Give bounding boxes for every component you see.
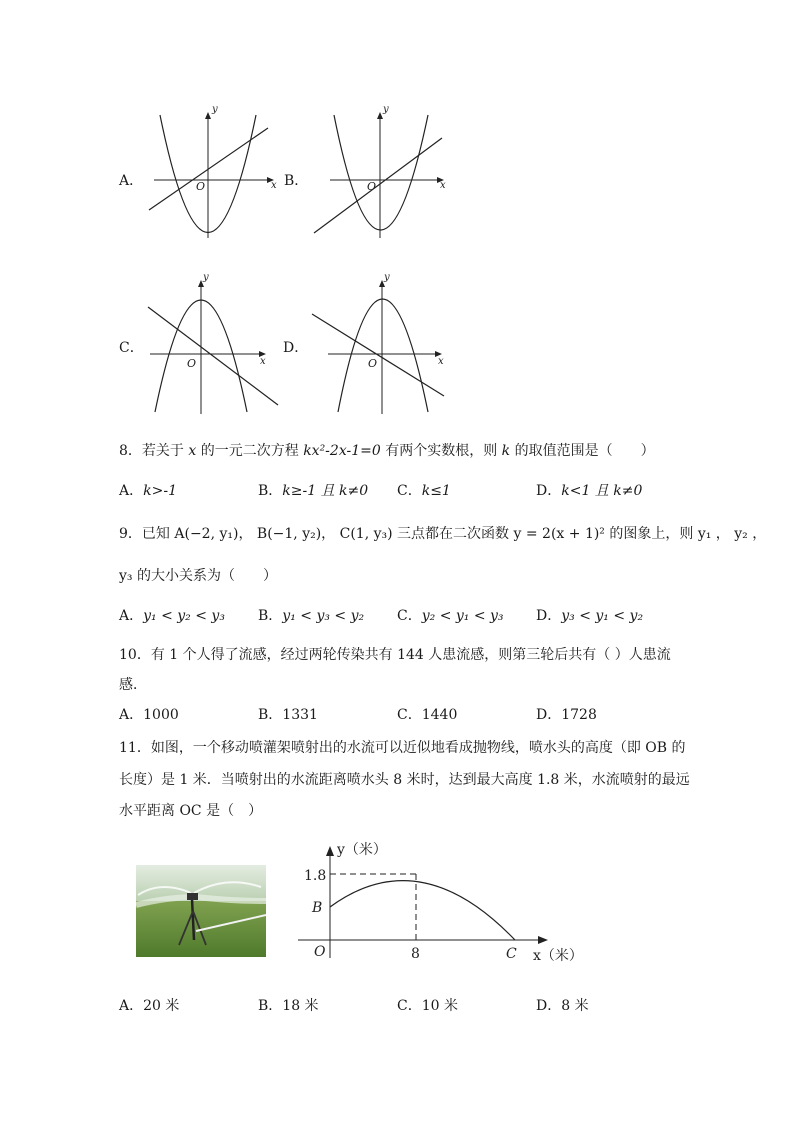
question-text-line1: 如图，一个移动喷灌架喷射出的水流可以近似地看成抛物线，喷水头的高度（即 OB 的	[150, 740, 686, 756]
q10-option-a[interactable]: A．1000	[119, 707, 179, 723]
option-a-label: A．	[119, 173, 144, 189]
question-number: 11．	[119, 740, 151, 756]
graph-c	[140, 272, 285, 417]
question-11-line3: 水平距离 OC 是（ ）	[119, 803, 263, 819]
x-axis-label: x	[440, 180, 446, 191]
y-axis-label: y	[383, 104, 389, 115]
question-11	[119, 738, 686, 758]
point-b-label: B	[312, 900, 323, 916]
y-axis-label: y	[384, 272, 390, 283]
q8-option-b[interactable]: B．k≥-1 且 k≠0	[258, 483, 369, 499]
y-axis-label: y	[212, 104, 218, 115]
origin-label: O	[187, 357, 197, 370]
water-parabola	[330, 881, 515, 940]
q9-option-b[interactable]: B．y₁ < y₃ < y₂	[258, 608, 365, 624]
q9-option-c[interactable]: C．y₂ < y₁ < y₃	[397, 608, 504, 624]
question-text: 有两个实数根，则	[385, 443, 498, 459]
q8-option-d[interactable]: D．k<1 且 k≠0	[536, 483, 643, 499]
q10-option-c[interactable]: C．1440	[397, 707, 458, 723]
q10-option-d[interactable]: D．1728	[536, 707, 597, 723]
q11-option-b[interactable]: B．18 米	[258, 998, 319, 1014]
question-number: 8．	[119, 443, 142, 459]
question-9-line2: y₃ 的大小关系为（ ）	[119, 568, 277, 584]
variable-x: x	[188, 443, 197, 459]
q9-option-d[interactable]: D．y₃ < y₁ < y₂	[536, 608, 644, 624]
q9-option-a[interactable]: A．y₁ < y₂ < y₃	[119, 608, 225, 624]
question-9	[119, 524, 766, 544]
y-axis-arrow	[205, 112, 211, 119]
q10-option-b[interactable]: B．1331	[258, 707, 318, 723]
parabola	[334, 115, 428, 230]
q11-option-d[interactable]: D．8 米	[536, 998, 589, 1014]
question-10-line2: 感．	[119, 677, 147, 693]
question-8	[119, 441, 655, 461]
question-10	[119, 645, 671, 665]
question-number: 10．	[119, 647, 151, 663]
question-text-line1: 已知 A(−2, y₁)， B(−1, y₂)， C(1, y₃) 三点都在二次函数 y = 2(x + 1)² 的图象上，则 y₁ ， y₂ ，	[141, 526, 767, 542]
variable-k: k	[501, 443, 511, 459]
question-number: 9．	[119, 526, 142, 542]
question-text: 的一元二次方程	[200, 443, 299, 459]
graph-d	[310, 272, 455, 417]
sprinkler-diagram	[290, 840, 583, 970]
point-c-label: C	[506, 946, 517, 962]
line	[148, 307, 278, 405]
q11-option-a[interactable]: A．20 米	[119, 998, 180, 1014]
question-text-line1: 有 1 个人得了流感，经过两轮传染共有 144 人患流感，则第三轮后共有（ ）人患流	[150, 647, 671, 663]
x-axis-label: x	[260, 356, 266, 367]
option-d-label: D．	[283, 340, 309, 356]
x-axis-label: x	[271, 180, 277, 191]
value-1-8-label: 1.8	[304, 868, 327, 884]
q8-option-a[interactable]: A．k>-1	[119, 483, 177, 499]
x-axis-arrow	[538, 936, 548, 944]
y-axis-label: y	[203, 272, 209, 283]
equation: kx²-2x-1=0	[303, 443, 381, 459]
value-8-label: 8	[411, 946, 420, 962]
origin-label: O	[368, 357, 378, 370]
option-c-label: C．	[119, 340, 144, 356]
origin-label: O	[196, 180, 206, 193]
graph-a	[140, 100, 280, 240]
graph-b	[312, 100, 452, 240]
x-axis-label: x	[438, 356, 444, 367]
line	[314, 138, 442, 233]
parabola	[338, 299, 428, 412]
y-axis-arrow	[326, 846, 334, 856]
option-b-label: B．	[284, 173, 309, 189]
origin-label: O	[314, 944, 326, 960]
y-axis-label: y（米）	[337, 842, 387, 858]
sprinkler-photo	[136, 865, 266, 957]
question-text: 的取值范围是（ ）	[514, 443, 655, 459]
q11-option-c[interactable]: C．10 米	[397, 998, 458, 1014]
q8-option-c[interactable]: C．k≤1	[397, 483, 451, 499]
x-axis-label: x（米）	[533, 948, 583, 964]
line	[312, 314, 444, 396]
origin-label: O	[367, 180, 377, 193]
question-text: 若关于	[141, 443, 184, 459]
question-11-line2: 长度）是 1 米．当喷射出的水流距离喷水头 8 米时，达到最大高度 1.8 米，水流喷射的最远	[119, 772, 690, 788]
